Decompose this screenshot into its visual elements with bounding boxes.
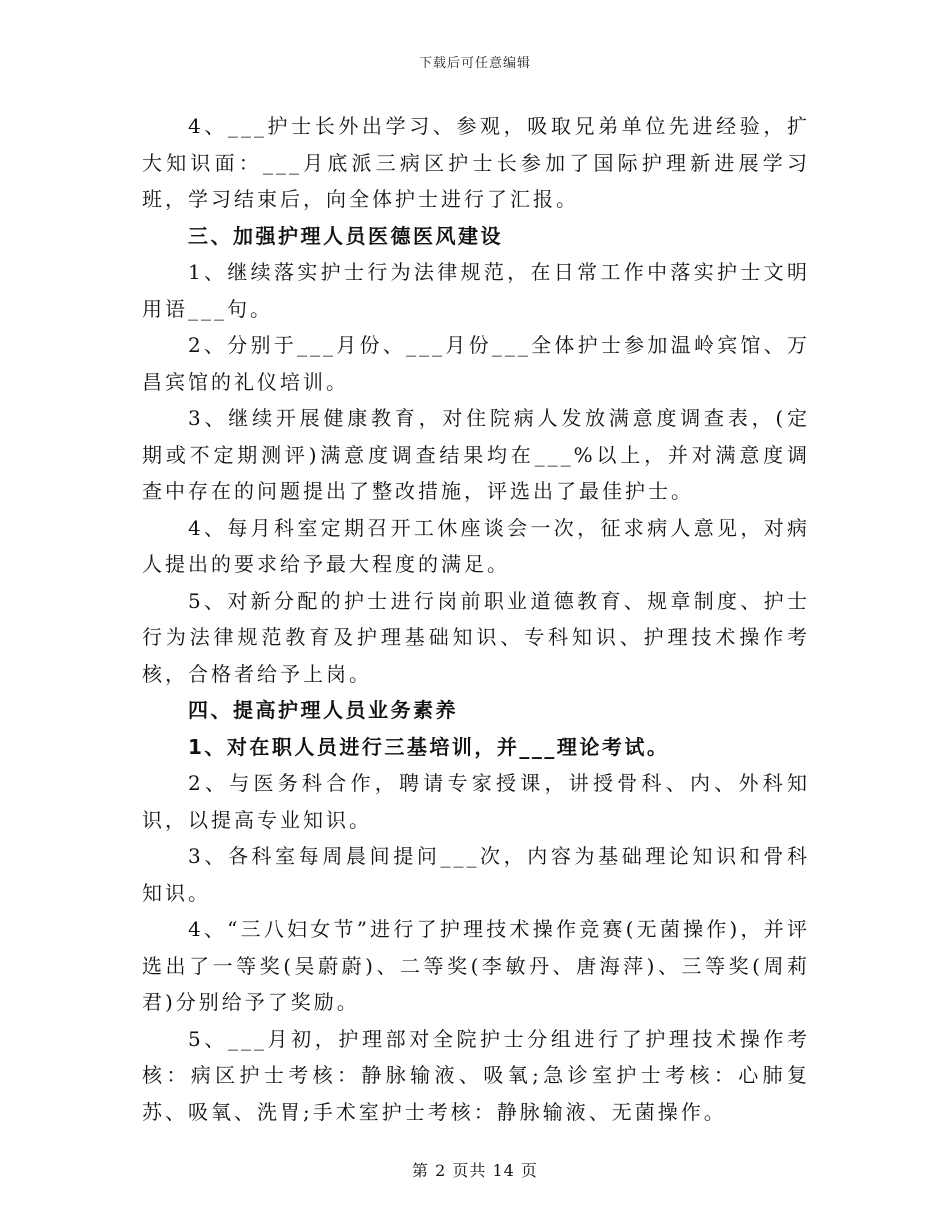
paragraph-4-skills-contest: 4、“三八妇女节”进行了护理技术操作竞赛(无菌操作)，并评选出了一等奖(吴蔚蔚)、二等奖(李敏丹、唐海萍)、三等奖(周莉君)分别给予了奖励。 [142, 917, 810, 1014]
paragraph-3-health-education: 3、继续开展健康教育，对住院病人发放满意度调查表，(定期或不定期测评)满意度调查结果均在___%以上，并对满意度调查中存在的问题提出了整改措施，评选出了最佳护士。 [142, 406, 810, 503]
paragraph-1-three-basics: 1、对在职人员进行三基培训，并___理论考试。 [188, 734, 670, 759]
paragraph-2-etiquette-training: 2、分别于___月份、___月份___全体护士参加温岭宾馆、万昌宾馆的礼仪培训。 [142, 333, 810, 394]
paragraph-1-conduct-norms: 1、继续落实护士行为法律规范，在日常工作中落实护士文明用语___句。 [142, 260, 810, 321]
page-footer: 第 2 页共 14 页 [412, 1161, 538, 1180]
paragraph-2-expert-lectures: 2、与医务科合作，聘请专家授课，讲授骨科、内、外科知识，以提高专业知识。 [142, 771, 810, 832]
section-heading-3: 三、加强护理人员医德医风建设 [188, 223, 503, 248]
paragraph-3-morning-quiz: 3、各科室每周晨间提问___次，内容为基础理论知识和骨科知识。 [142, 844, 810, 905]
document-body [142, 108, 810, 1130]
paragraph-4-study-tour: 4、___护士长外出学习、参观，吸取兄弟单位先进经验，扩大知识面：___月底派三病区护士长参加了国际护理新进展学习班，学习结束后，向全体护士进行了汇报。 [142, 114, 810, 211]
paragraph-5-new-nurse-training: 5、对新分配的护士进行岗前职业道德教育、规章制度、护士行为法律规范教育及护理基础知识、专科知识、护理技术操作考核，合格者给予上岗。 [142, 588, 810, 686]
section-heading-4: 四、提高护理人员业务素养 [188, 698, 458, 722]
page-header: 下载后可任意编辑 [418, 56, 531, 71]
paragraph-4-patient-forum: 4、每月科室定期召开工休座谈会一次，征求病人意见，对病人提出的要求给予最大程度的满足。 [142, 515, 810, 576]
paragraph-5-skills-assessment: 5、___月初，护理部对全院护士分组进行了护理技术操作考核：病区护士考核：静脉输液、吸氧;急诊室护士考核：心肺复苏、吸氧、洗胃;手术室护士考核：静脉输液、无菌操作。 [142, 1026, 810, 1124]
